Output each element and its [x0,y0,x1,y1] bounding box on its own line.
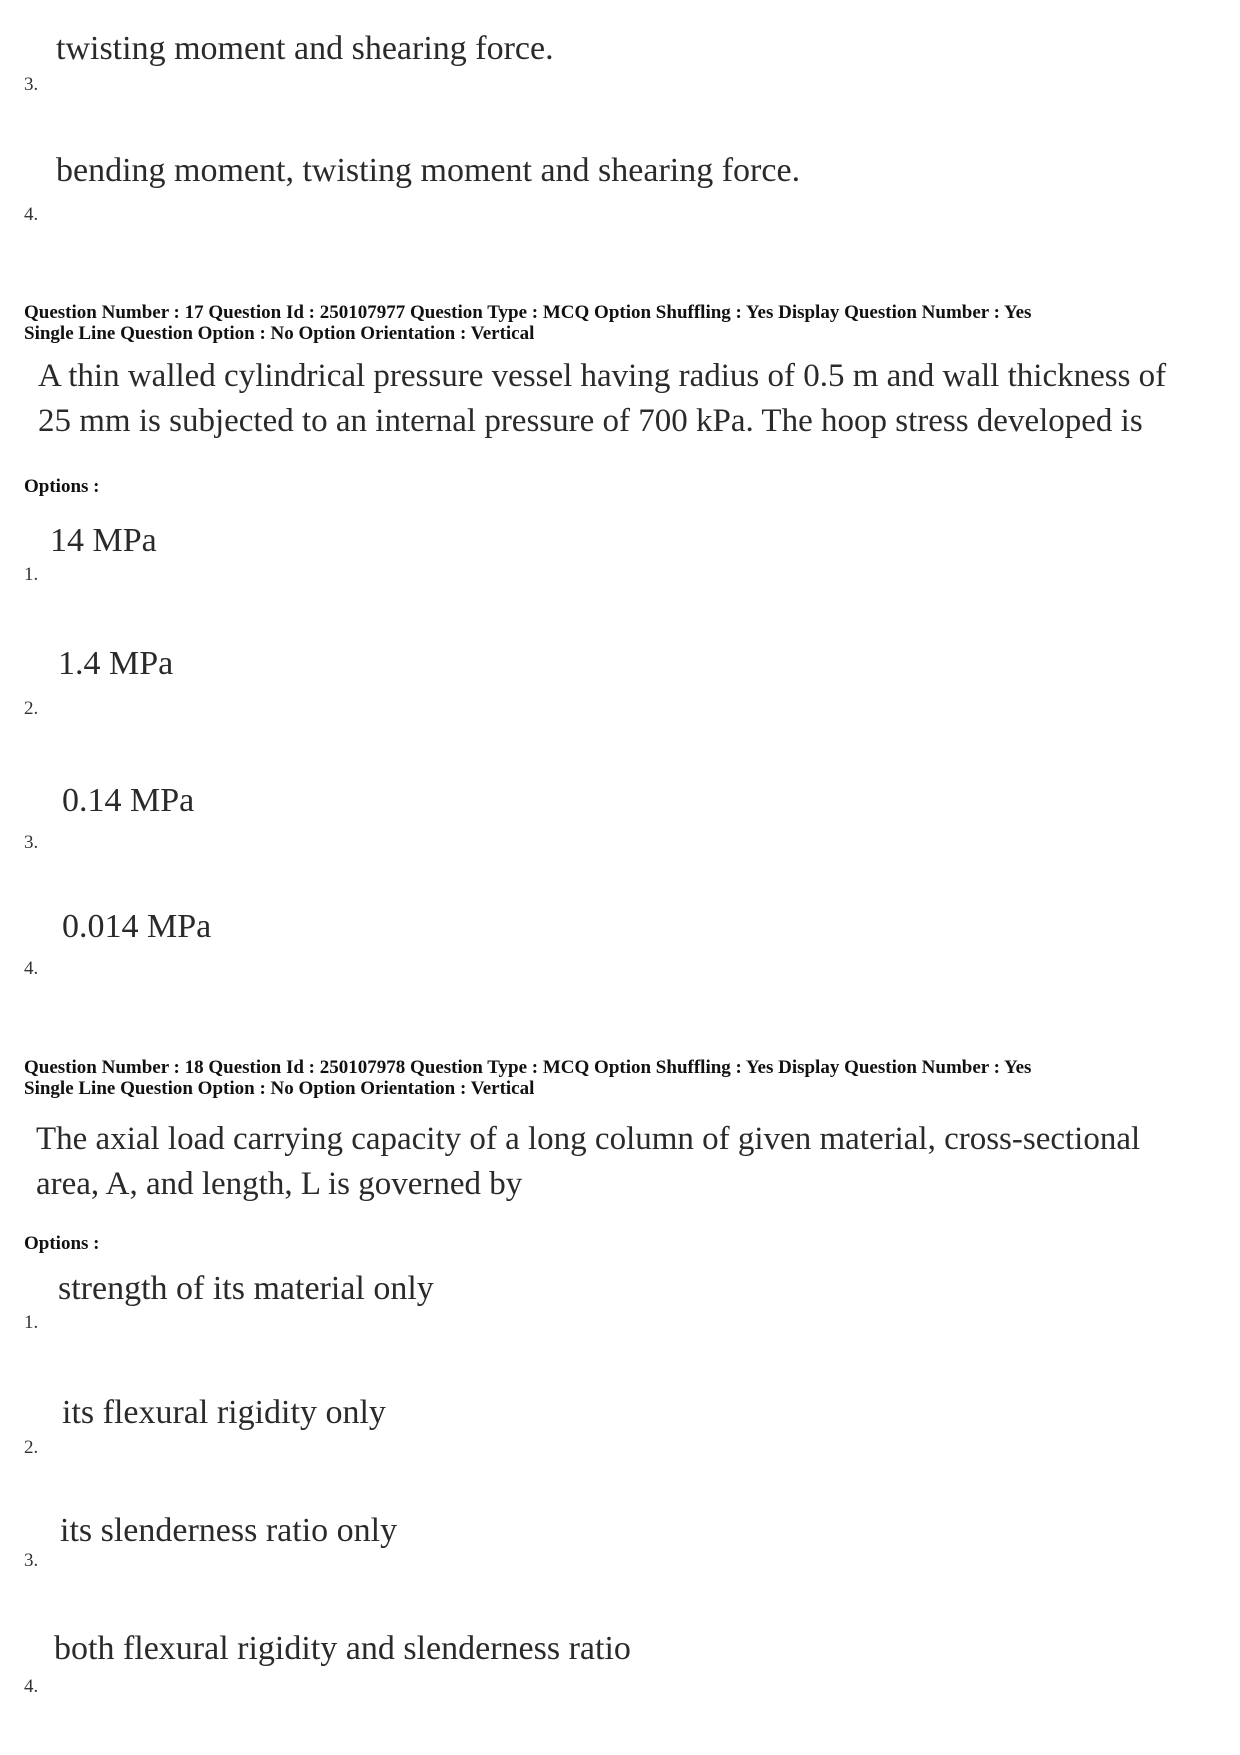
question-18-option-2-text: its flexural rigidity only [62,1394,386,1431]
question-18-option-1-number: 1. [24,1312,39,1333]
question-17-option-4-number: 4. [24,958,39,979]
question-18-meta-line1: Question Number : 18 Question Id : 250107978 Question Type : MCQ Option Shuffling : Yes Display Question Number : Yes [24,1057,1032,1078]
question-18-text-line2: area, A, and length, L is governed by [36,1166,523,1202]
question-17-option-1-number: 1. [24,564,39,585]
question-17-option-3-text: 0.14 MPa [62,782,195,819]
question-17-option-1-text: 14 MPa [50,522,157,559]
question-17-meta-line1: Question Number : 17 Question Id : 250107977 Question Type : MCQ Option Shuffling : Yes Display Question Number : Yes [24,302,1032,323]
question-18-option-1-text: strength of its material only [58,1270,434,1307]
prev-option-4-text: bending moment, twisting moment and shearing force. [56,152,801,189]
question-18-text-line1: The axial load carrying capacity of a long column of given material, cross-sectional [36,1121,1141,1157]
question-17-option-2-number: 2. [24,698,39,719]
question-18-option-3-text: its slenderness ratio only [60,1512,398,1549]
question-17-text-line2: 25 mm is subjected to an internal pressure of 700 kPa. The hoop stress developed is [38,403,1143,439]
question-17-text-line1: A thin walled cylindrical pressure vessel having radius of 0.5 m and wall thickness of [38,358,1167,394]
question-17-option-2-text: 1.4 MPa [58,645,174,682]
question-17-option-3-number: 3. [24,832,39,853]
question-17-options-label: Options : [24,476,100,497]
question-18-options-label: Options : [24,1233,100,1254]
question-18-meta-line2: Single Line Question Option : No Option Orientation : Vertical [24,1078,535,1099]
question-18-option-4-text: both flexural rigidity and slenderness ratio [54,1630,631,1667]
question-18-option-3-number: 3. [24,1550,39,1571]
question-18-option-2-number: 2. [24,1437,39,1458]
question-17-option-4-text: 0.014 MPa [62,908,212,945]
prev-option-4-number: 4. [24,204,39,225]
question-17-meta-line2: Single Line Question Option : No Option Orientation : Vertical [24,323,535,344]
prev-option-3-text: twisting moment and shearing force. [56,30,554,67]
prev-option-3-number: 3. [24,74,39,95]
question-18-option-4-number: 4. [24,1676,39,1697]
